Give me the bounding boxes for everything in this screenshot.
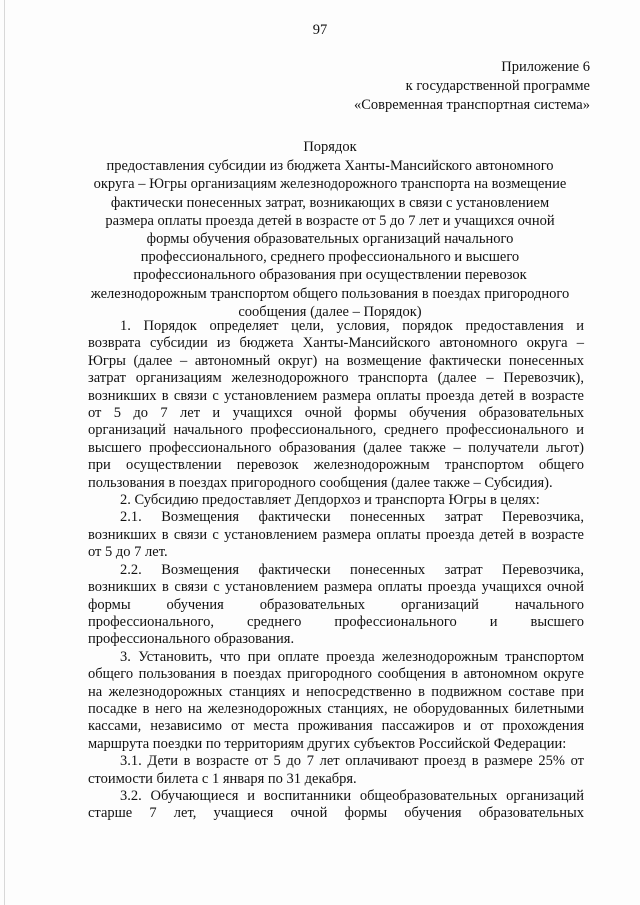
title-line: профессионального образования при осуществлении перевозок <box>133 267 527 284</box>
title-line: округа – Югры организациям железнодорожного транспорта на возмещение <box>93 176 567 193</box>
text-line: от 5 до 7 лет. <box>88 544 168 561</box>
document-body <box>88 318 584 823</box>
page-number: 97 <box>312 22 328 38</box>
appendix-line: к государственной программе <box>405 78 590 94</box>
text-line: высшего профессионального образования (далее также – получатели льгот) <box>88 439 584 456</box>
text-line: 2.1. Возмещения фактически понесенных затрат Перевозчика, <box>120 509 584 526</box>
text-line: на железнодорожных станциях и непосредственно в подвижном составе при <box>88 683 584 700</box>
paragraph-2 <box>88 492 584 509</box>
paragraph-3-1 <box>88 753 584 788</box>
text-line: кассами, независимо от места проживания пассажиров и от прохождения <box>88 718 584 735</box>
text-line: возврата субсидии из бюджета Ханты-Мансийского автономного округа – <box>88 335 584 352</box>
text-line: маршрута поездки по территориям других субъектов Российской Федерации: <box>88 735 567 752</box>
text-line: общего пользования в поездах пригородного сообщения в автономном округе <box>88 666 584 683</box>
page-edge <box>4 0 5 905</box>
text-line: стоимости билета с 1 января по 31 декабря. <box>88 770 357 787</box>
title-line: фактически понесенных затрат, возникающих в связи с установлением <box>110 194 550 211</box>
text-line: возникших в связи с установлением размера оплаты проезда детей в возрасте <box>88 526 584 543</box>
text-line: возникших в связи с установлением размера оплаты проезда детей в возрасте <box>88 387 584 404</box>
document-title <box>80 138 580 321</box>
text-line: пользования в поездах пригородного сообщения (далее также – Субсидия). <box>88 474 553 491</box>
text-line: 1. Порядок определяет цели, условия, порядок предоставления и <box>120 318 584 334</box>
text-line: 3. Установить, что при оплате проезда железнодорожным транспортом <box>120 648 584 665</box>
text-line: Югры (далее – автономный округ) на возмещение фактически понесенных <box>88 352 584 369</box>
title-line: профессионального, среднего профессионального и высшего <box>140 249 520 266</box>
title-heading: Порядок <box>303 139 357 155</box>
paragraph-2-2 <box>88 562 584 649</box>
text-line: при осуществлении перевозок железнодорожным транспортом общего <box>88 457 584 474</box>
paragraph-3-2 <box>88 788 584 823</box>
text-line: 2.2. Возмещения фактически понесенных затрат Перевозчика, <box>120 561 584 578</box>
text-line: профессионального, среднего профессионального и высшего <box>88 613 584 630</box>
paragraph-1 <box>88 318 584 492</box>
text-line: возникших в связи с установлением размера оплаты проезда учащихся очной <box>88 579 584 596</box>
title-line: формы обучения образовательных организаций начального <box>146 231 514 248</box>
appendix-line: «Современная транспортная система» <box>353 97 590 113</box>
text-line: 3.1. Дети в возрасте от 5 до 7 лет оплачивают проезд в размере 25% от <box>120 753 584 770</box>
text-line: профессионального образования. <box>88 631 295 648</box>
text-line: старше 7 лет, учащиеся очной формы обучения образовательных <box>88 805 584 822</box>
text-line: посадке в него на железнодорожных станциях, не оборудованных билетными <box>88 700 584 717</box>
title-line: железнодорожным транспортом общего пользования в поездах пригородного <box>90 285 570 302</box>
title-line: предоставления субсидии из бюджета Ханты-Мансийского автономного <box>106 158 554 175</box>
text-line: 3.2. Обучающиеся и воспитанники общеобразовательных организаций <box>120 787 584 804</box>
text-line: затрат организациям железнодорожного транспорта (далее – Перевозчик), <box>88 370 584 387</box>
text-line: организаций начального профессионального, среднего профессионального и <box>88 422 584 439</box>
appendix-line: Приложение 6 <box>501 59 590 75</box>
title-line: сообщения (далее – Порядок) <box>238 303 422 320</box>
text-line: от 5 до 7 лет и учащихся очной формы обучения образовательных <box>88 405 584 422</box>
title-line: размера оплаты проезда детей в возрасте от 5 до 7 лет и учащихся очной <box>105 212 555 229</box>
paragraph-2-1 <box>88 509 584 561</box>
appendix-header <box>354 58 590 115</box>
paragraph-3 <box>88 649 584 753</box>
text-line: формы обучения образовательных организаций начального <box>88 596 584 613</box>
text-line: 2. Субсидию предоставляет Депдорхоз и транспорта Югры в целях: <box>120 492 540 509</box>
